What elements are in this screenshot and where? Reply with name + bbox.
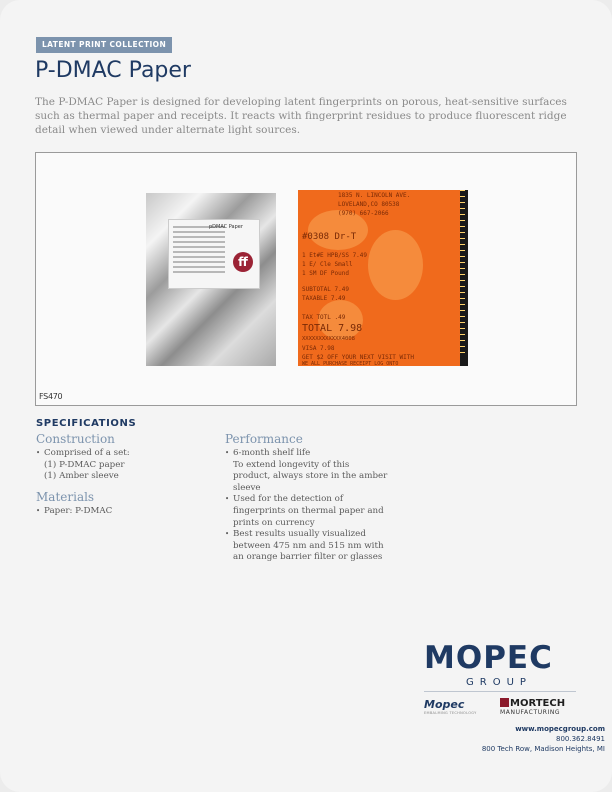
- product-figure: [35, 152, 577, 406]
- performance-heading: Performance: [225, 432, 303, 446]
- performance-item: To extend longevity of this: [233, 459, 350, 470]
- materials-heading: Materials: [36, 490, 95, 504]
- performance-item: fingerprints on thermal paper and: [233, 505, 384, 516]
- group-wordmark: GROUP: [466, 677, 532, 688]
- receipt-line: #0308 Dr-T: [302, 232, 357, 242]
- receipt-line: WE ALL PURCHASE RECEIPT LOG ONTO: [302, 361, 399, 366]
- phone-number: 800.362.8491: [556, 735, 605, 743]
- construction-item: • Comprised of a set:: [36, 448, 216, 460]
- performance-item: sleeve: [233, 482, 261, 493]
- receipt-line: SUBTOTAL 7.49: [302, 286, 349, 293]
- scale-ruler: [460, 190, 468, 366]
- receipt-line: (970) 667-2066: [338, 210, 389, 217]
- mortech-mark-icon: [500, 698, 509, 707]
- receipt-line: TAX TOTL .49: [302, 314, 346, 321]
- performance-item: between 475 nm and 515 nm with: [233, 540, 384, 551]
- construction-list: [36, 448, 216, 483]
- performance-item: • Best results usually visualized: [225, 529, 405, 541]
- receipt-line: XXXXXXXXXXXX4008: [302, 336, 355, 342]
- mopec-sub-logo: Mopec EMBALMING TECHNOLOGY: [424, 698, 477, 715]
- product-sku: FS470: [39, 392, 63, 401]
- performance-item: prints on currency: [233, 517, 315, 528]
- mortech-sub-logo: MORTECH MANUFACTURING: [500, 698, 566, 716]
- receipt-line: 1 E/ Cle Small: [302, 261, 353, 268]
- performance-item: • 6-month shelf life: [225, 448, 405, 460]
- mopec-wordmark: MOPEC: [424, 640, 553, 676]
- receipt-line: TAXABLE 7.49: [302, 295, 346, 302]
- performance-item: • Used for the detection of: [225, 494, 405, 506]
- receipt-line: 1 Et#E HPB/SS 7.49: [302, 252, 368, 259]
- receipt-line: TOTAL 7.98: [302, 323, 363, 334]
- receipt-line: 1 SM DF Pound: [302, 270, 349, 277]
- performance-item: an orange barrier filter or glasses: [233, 552, 383, 563]
- website-link[interactable]: www.mopecgroup.com: [515, 725, 605, 733]
- receipt-line: GET $2 OFF YOUR NEXT VISIT WITH: [302, 354, 414, 361]
- product-description: The P-DMAC Paper is designed for developing latent fingerprints on porous, heat-sensitive surfaces such as thermal paper and receipts. It reacts with fingerprint residues to produce fluorescent ridge detail when viewed under alternate light sources.: [35, 96, 567, 136]
- construction-item: (1) P-DMAC paper: [44, 459, 125, 470]
- bag-title: pDMAC Paper: [209, 224, 243, 230]
- fluorescent-receipt-image: [298, 190, 468, 366]
- receipt-line: 1835 N. LINCOLN AVE.: [338, 192, 411, 199]
- receipt-line: LOVELAND,CO 80538: [338, 201, 400, 208]
- product-bag-image: [146, 193, 276, 366]
- construction-item: (1) Amber sleeve: [44, 471, 119, 482]
- materials-item: • Paper: P-DMAC: [36, 506, 216, 518]
- bag-label-text-lines: [173, 226, 225, 276]
- address: 800 Tech Row, Madison Heights, MI: [481, 745, 605, 753]
- logo-divider: [424, 691, 576, 692]
- page-title: P-DMAC Paper: [35, 58, 191, 83]
- bag-logo-icon: ff: [233, 252, 253, 272]
- performance-list: [225, 448, 405, 564]
- specifications-heading: SPECIFICATIONS: [36, 418, 137, 429]
- collection-tag: LATENT PRINT COLLECTION: [36, 37, 172, 53]
- construction-heading: Construction: [36, 432, 115, 446]
- performance-item: product, always store in the amber: [233, 471, 388, 482]
- materials-list: [36, 506, 216, 518]
- bag-label: [168, 219, 260, 289]
- receipt-line: VISA 7.98: [302, 345, 335, 352]
